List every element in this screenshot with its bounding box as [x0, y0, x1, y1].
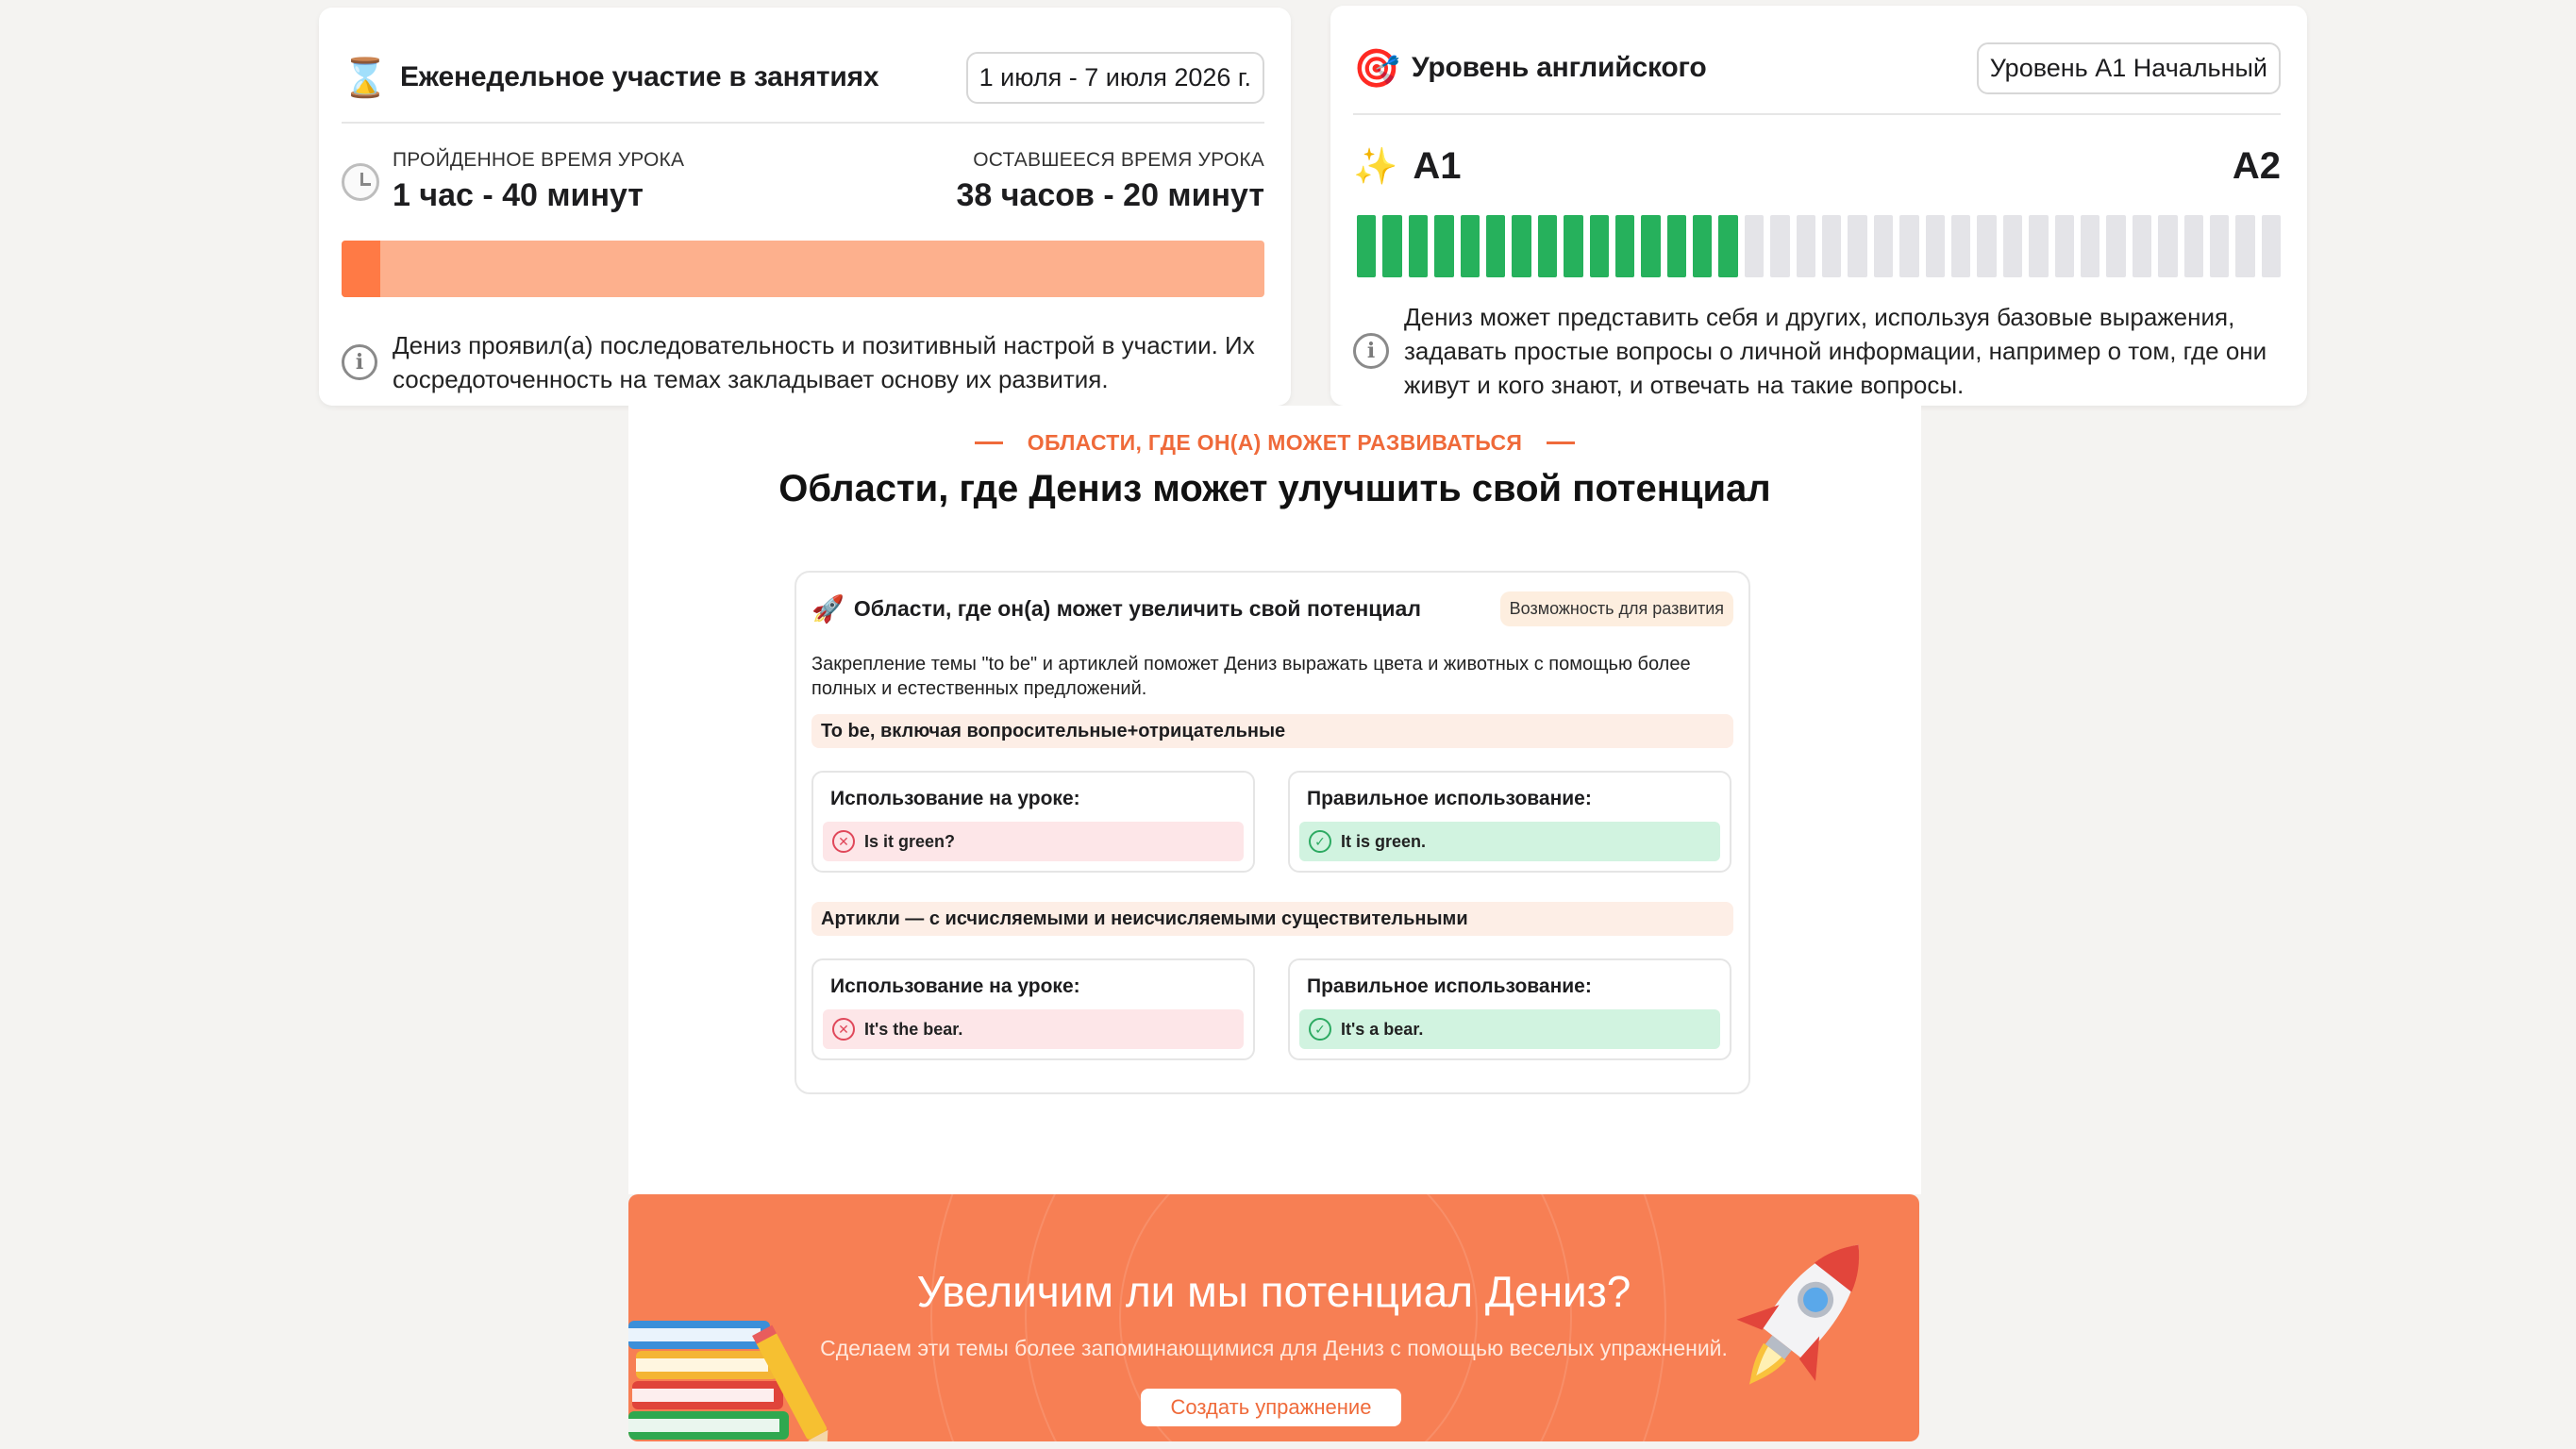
target-icon: 🎯: [1353, 47, 1400, 90]
level-segment-empty: [1770, 215, 1789, 277]
level-progress-segments: [1357, 215, 2281, 277]
weekly-note-text: Дениз проявил(а) последовательность и позитивный настрой в участии. Их сосредоточенность на темах закладывает основу их развития.: [393, 331, 1255, 393]
level-segment-filled: [1357, 215, 1376, 277]
level-header: [1353, 34, 2281, 102]
weekly-participation-card: [319, 8, 1291, 406]
topic-title: Артикли — с исчисляемыми и неисчисляемыми существительными: [811, 902, 1733, 936]
improvement-panel: [795, 571, 1750, 1094]
lesson-usage-text: It's the bear.: [864, 1019, 963, 1039]
lesson-usage-label: Использование на уроке:: [830, 975, 1080, 997]
english-level-card: [1330, 6, 2307, 406]
books-icon: [628, 1307, 864, 1441]
lesson-usage-example: [823, 822, 1244, 861]
level-note-text: Дениз может представить себя и других, используя базовые выражения, задавать простые вопросы о личной информации, например о том, где они живут и кого знают, и отвечать на такие вопросы.: [1404, 303, 2267, 399]
level-segment-empty: [2158, 215, 2177, 277]
section-heading: Области, где Дениз может улучшить свой потенциал: [778, 468, 1771, 509]
info-icon: i: [1353, 333, 1389, 369]
level-segment-filled: [1486, 215, 1505, 277]
exercise-banner: [628, 1194, 1919, 1441]
level-segment-empty: [2029, 215, 2048, 277]
lesson-usage-label: Использование на уроке:: [830, 788, 1080, 809]
level-segment-empty: [2055, 215, 2074, 277]
lesson-usage-box: [811, 771, 1255, 873]
level-segment-filled: [1693, 215, 1712, 277]
check-circle-icon: ✓: [1309, 1018, 1331, 1041]
lesson-progress-fill: [342, 241, 380, 297]
level-segment-filled: [1409, 215, 1428, 277]
level-segment-empty: [1874, 215, 1893, 277]
level-segment-filled: [1641, 215, 1660, 277]
info-icon: i: [342, 344, 377, 380]
level-segment-filled: [1667, 215, 1686, 277]
level-segment-empty: [2106, 215, 2125, 277]
level-range-row: [1353, 145, 2281, 188]
cross-circle-icon: ✕: [832, 830, 855, 853]
correct-usage-box: [1288, 771, 1731, 873]
level-note: [1353, 300, 2281, 402]
correct-usage-label: Правильное использование:: [1307, 788, 1592, 809]
divider: [1353, 113, 2281, 115]
level-segment-empty: [2210, 215, 2229, 277]
level-segment-filled: [1615, 215, 1634, 277]
elapsed-time: [342, 149, 684, 214]
hourglass-icon: ⌛: [342, 57, 389, 99]
level-segment-empty: [1822, 215, 1841, 277]
date-range-pill[interactable]: 1 июля - 7 июля 2026 г.: [966, 52, 1264, 104]
level-segment-empty: [1797, 215, 1815, 277]
lesson-usage-box: [811, 958, 1255, 1060]
level-segment-filled: [1382, 215, 1401, 277]
level-segment-empty: [2003, 215, 2022, 277]
correct-usage-text: It's a bear.: [1341, 1019, 1424, 1039]
level-segment-filled: [1538, 215, 1557, 277]
level-segment-empty: [2184, 215, 2203, 277]
correct-usage-text: It is green.: [1341, 831, 1427, 851]
rocket-icon: 🚀: [811, 593, 845, 624]
weekly-title: [342, 56, 878, 100]
clock-icon: [342, 163, 379, 201]
level-segment-filled: [1718, 215, 1737, 277]
lesson-usage-example: [823, 1009, 1244, 1049]
level-segment-empty: [2235, 215, 2254, 277]
level-badge[interactable]: Уровень A1 Начальный: [1977, 42, 2281, 94]
level-segment-filled: [1590, 215, 1609, 277]
lesson-time-row: [342, 149, 1264, 214]
level-title: [1353, 46, 1707, 91]
level-title-text: Уровень английского: [1412, 52, 1707, 83]
cross-circle-icon: ✕: [832, 1018, 855, 1041]
level-segment-empty: [1977, 215, 1996, 277]
next-level: A2: [2232, 145, 2281, 187]
lesson-progress-bar: [342, 241, 1264, 297]
weekly-title-text: Еженедельное участие в занятиях: [400, 61, 879, 92]
remaining-label: ОСТАВШЕЕСЯ ВРЕМЯ УРОКА: [973, 149, 1264, 171]
eyebrow-dash-left: [975, 441, 1003, 444]
correct-usage-label: Правильное использование:: [1307, 975, 1592, 997]
section-eyebrow: [628, 430, 1921, 456]
eyebrow-dash-right: [1547, 441, 1575, 444]
panel-description: Закрепление темы "to be" и артиклей поможет Дениз выражать цвета и животных с помощью более полных и естественных предложений.: [811, 654, 1691, 699]
opportunity-badge: Возможность для развития: [1500, 591, 1733, 626]
elapsed-value: 1 час - 40 минут: [393, 177, 644, 213]
divider: [342, 122, 1264, 124]
remaining-value: 38 часов - 20 минут: [956, 177, 1264, 213]
level-segment-filled: [1461, 215, 1480, 277]
level-segment-filled: [1512, 215, 1531, 277]
correct-usage-example: [1299, 1009, 1720, 1049]
level-segment-empty: [2081, 215, 2099, 277]
check-circle-icon: ✓: [1309, 830, 1331, 853]
remaining-time: [956, 149, 1264, 214]
level-segment-empty: [1926, 215, 1945, 277]
level-segment-empty: [1899, 215, 1918, 277]
panel-title: Области, где он(а) может увеличить свой потенциал: [853, 595, 1421, 621]
level-segment-filled: [1564, 215, 1582, 277]
level-segment-empty: [1951, 215, 1970, 277]
weekly-note: [342, 328, 1264, 396]
improvement-section: [628, 406, 1921, 1194]
current-level: A1: [1413, 145, 1462, 187]
level-segment-filled: [1434, 215, 1453, 277]
lesson-usage-text: Is it green?: [864, 831, 956, 851]
correct-usage-example: [1299, 822, 1720, 861]
correct-usage-box: [1288, 958, 1731, 1060]
topic-title: To be, включая вопросительные+отрицательные: [811, 714, 1733, 748]
eyebrow-text: ОБЛАСТИ, ГДЕ ОН(А) МОЖЕТ РАЗВИВАТЬСЯ: [1027, 430, 1523, 455]
weekly-header: [342, 43, 1264, 111]
level-segment-empty: [2133, 215, 2151, 277]
level-segment-empty: [1745, 215, 1764, 277]
banner-title: Увеличим ли мы потенциал Дениз?: [916, 1267, 1631, 1316]
panel-header: [811, 586, 1733, 631]
create-exercise-button[interactable]: Создать упражнение: [1141, 1389, 1401, 1426]
banner-subtitle: Сделаем эти темы более запоминающимися для Дениз с помощью веселых упражнений.: [820, 1336, 1728, 1360]
elapsed-label: ПРОЙДЕННОЕ ВРЕМЯ УРОКА: [393, 149, 685, 171]
level-segment-empty: [2262, 215, 2281, 277]
sparkle-icon: ✨: [1353, 146, 1398, 187]
level-segment-empty: [1848, 215, 1866, 277]
